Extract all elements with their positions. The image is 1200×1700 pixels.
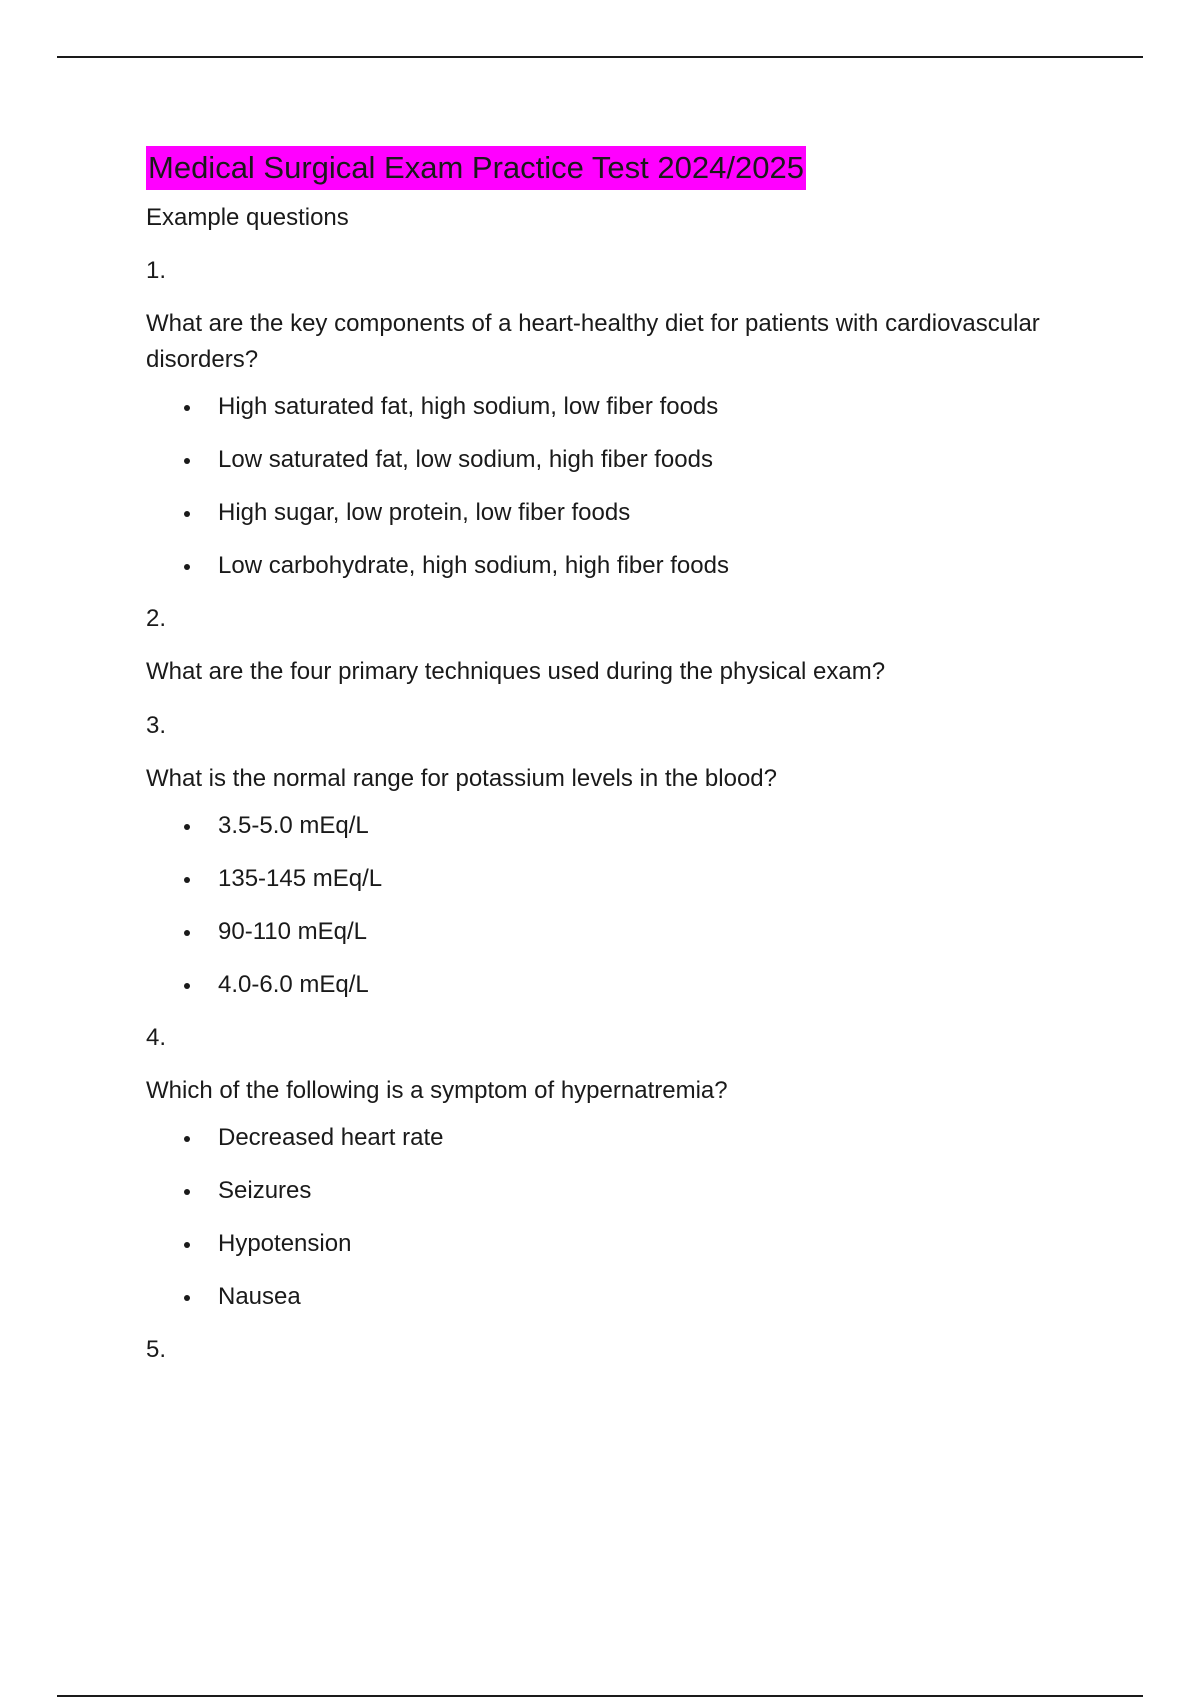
option-text: 135-145 mEq/L bbox=[218, 865, 383, 892]
question-text: What are the key components of a heart-healthy diet for patients with cardiovascular disorders? bbox=[146, 310, 1040, 373]
bullet-icon bbox=[184, 458, 190, 464]
bullet-icon bbox=[184, 1136, 190, 1142]
question-block bbox=[146, 1333, 1046, 1367]
bullet-icon bbox=[184, 564, 190, 570]
option-text: Hypotension bbox=[218, 1230, 352, 1257]
document-subtitle: Example questions bbox=[146, 204, 349, 231]
option-item bbox=[146, 915, 1046, 949]
option-item bbox=[146, 1280, 1046, 1314]
question-block bbox=[146, 1021, 1046, 1314]
bullet-icon bbox=[184, 824, 190, 830]
question-number: 2. bbox=[146, 605, 167, 632]
option-list bbox=[146, 1121, 1046, 1314]
question-number: 5. bbox=[146, 1336, 167, 1363]
option-list bbox=[146, 809, 1046, 1002]
option-text: 3.5-5.0 mEq/L bbox=[218, 812, 369, 839]
option-text: Nausea bbox=[218, 1283, 301, 1310]
bullet-icon bbox=[184, 877, 190, 883]
option-list bbox=[146, 390, 1046, 583]
option-item bbox=[146, 443, 1046, 477]
option-item bbox=[146, 968, 1046, 1002]
question-block bbox=[146, 709, 1046, 1002]
option-text: Low carbohydrate, high sodium, high fiber foods bbox=[218, 552, 729, 579]
footer-rule bbox=[57, 1695, 1143, 1697]
bullet-icon bbox=[184, 983, 190, 989]
bullet-icon bbox=[184, 1189, 190, 1195]
document-title: Medical Surgical Exam Practice Test 2024/2025 bbox=[146, 146, 806, 190]
option-item bbox=[146, 1121, 1046, 1155]
question-text: Which of the following is a symptom of hypernatremia? bbox=[146, 1077, 728, 1104]
bullet-icon bbox=[184, 930, 190, 936]
option-text: High saturated fat, high sodium, low fiber foods bbox=[218, 393, 719, 420]
option-text: 4.0-6.0 mEq/L bbox=[218, 971, 369, 998]
option-text: Low saturated fat, low sodium, high fiber foods bbox=[218, 446, 713, 473]
question-number: 1. bbox=[146, 257, 167, 284]
option-text: Seizures bbox=[218, 1177, 312, 1204]
bullet-icon bbox=[184, 405, 190, 411]
option-item bbox=[146, 390, 1046, 424]
document-body bbox=[146, 146, 1046, 1367]
question-number: 3. bbox=[146, 712, 167, 739]
bullet-icon bbox=[184, 511, 190, 517]
question-text: What are the four primary techniques used during the physical exam? bbox=[146, 658, 886, 685]
question-number: 4. bbox=[146, 1024, 167, 1051]
option-item bbox=[146, 549, 1046, 583]
option-text: High sugar, low protein, low fiber foods bbox=[218, 499, 631, 526]
option-item bbox=[146, 1174, 1046, 1208]
bullet-icon bbox=[184, 1242, 190, 1248]
option-item bbox=[146, 809, 1046, 843]
option-item bbox=[146, 496, 1046, 530]
option-item bbox=[146, 1227, 1046, 1261]
bullet-icon bbox=[184, 1295, 190, 1301]
header-rule bbox=[57, 56, 1143, 58]
option-text: Decreased heart rate bbox=[218, 1124, 444, 1151]
option-text: 90-110 mEq/L bbox=[218, 918, 367, 945]
question-block bbox=[146, 602, 1046, 690]
question-block bbox=[146, 254, 1046, 583]
option-item bbox=[146, 862, 1046, 896]
question-text: What is the normal range for potassium levels in the blood? bbox=[146, 765, 777, 792]
